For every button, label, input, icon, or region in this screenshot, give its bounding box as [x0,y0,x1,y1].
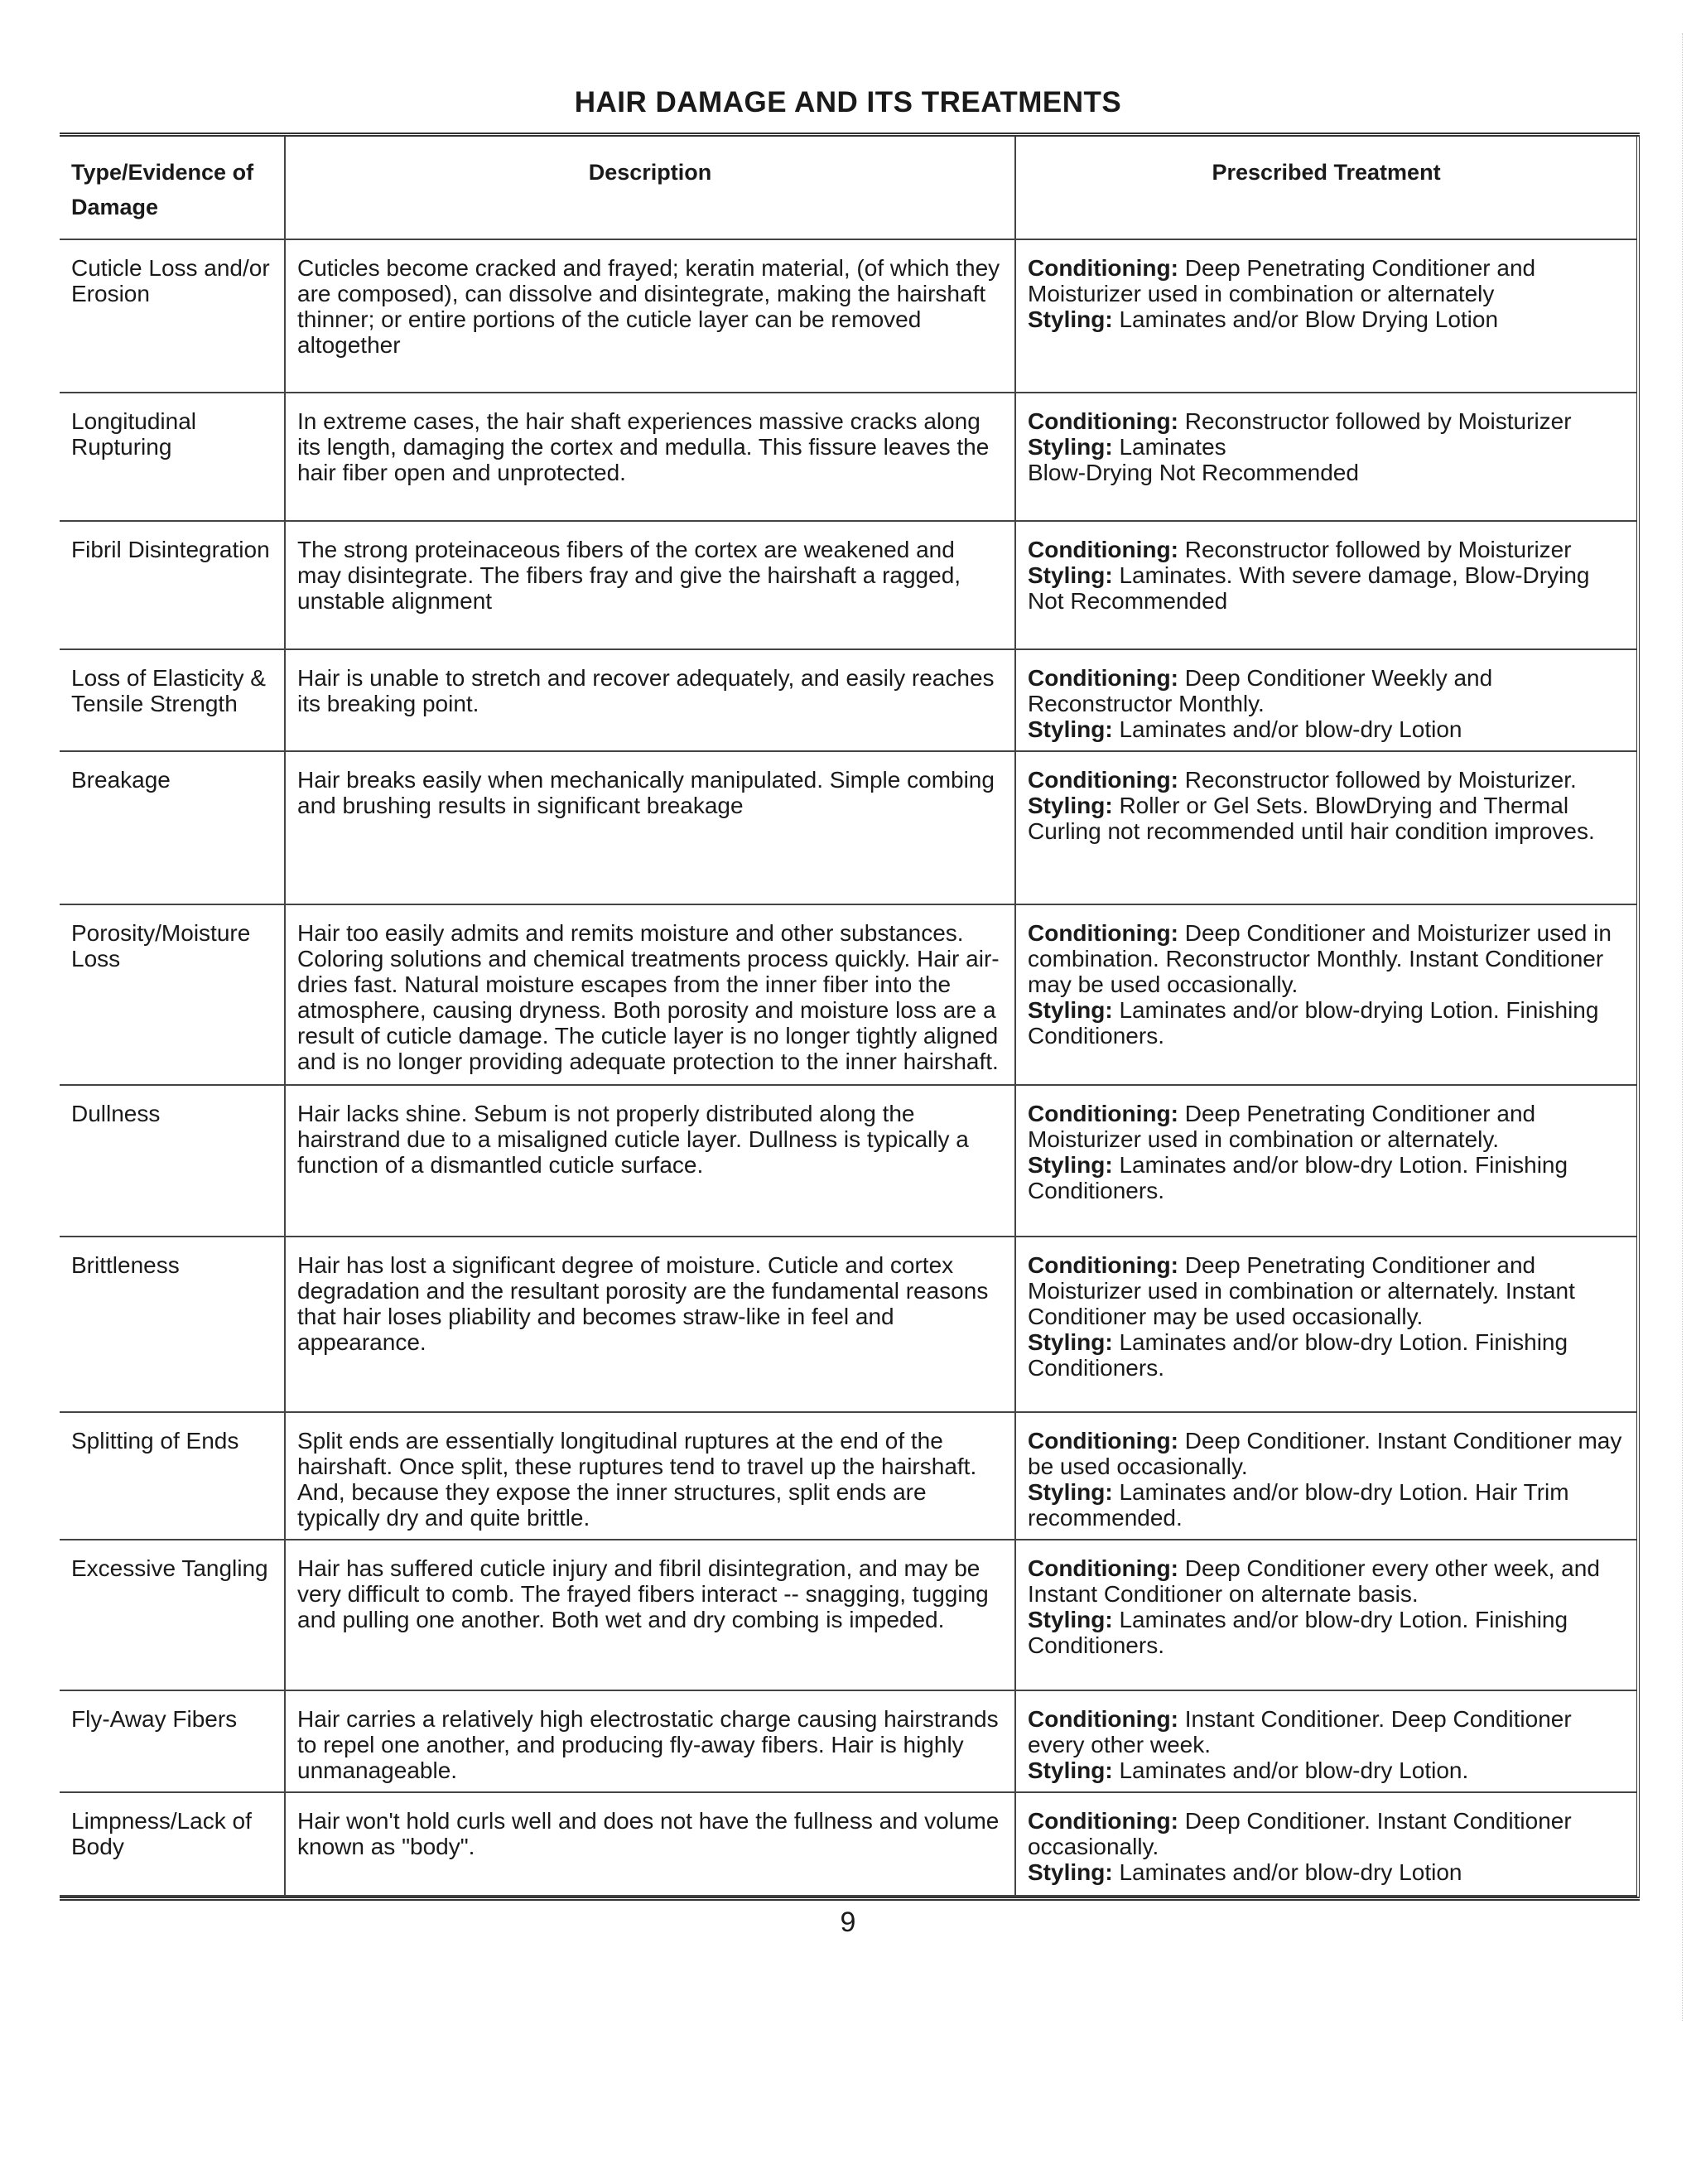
treatment-line [1028,716,1625,742]
damage-type-cell: Longitudinal Rupturing [60,393,285,521]
description-cell: The strong proteinaceous fibers of the cortex are weakened and may disintegrate. The fibers fray and give the hairshaft a ragged, unstable alignment [285,521,1015,649]
treatment-text: Instant Conditioner. Deep Conditioner every other week. [1028,1706,1572,1757]
description-cell: Cuticles become cracked and frayed; keratin material, (of which they are composed), can dissolve and disintegrate, making the hairshaft thinner; or entire portions of the cuticle layer can be removed altogether [285,239,1015,393]
treatment-cell [1015,1412,1638,1540]
treatment-label: Styling: [1028,997,1113,1023]
table-body [60,239,1638,1896]
table-row [60,1085,1638,1237]
treatment-cell [1015,1792,1638,1896]
scan-margin-marks [1677,33,1683,2021]
treatment-cell [1015,239,1638,393]
damage-type-cell: Cuticle Loss and/or Erosion [60,239,285,393]
table-row [60,904,1638,1085]
treatment-text: Laminates and/or blow-dry Lotion. Finishing Conditioners. [1028,1607,1568,1658]
treatment-label: Styling: [1028,1859,1113,1885]
treatment-label: Conditioning: [1028,767,1178,793]
description-cell: Hair too easily admits and remits moisture and other substances. Coloring solutions and chemical treatments process quickly. Hair air-dries fast. Natural moisture escapes from the inner fiber into the atmosphere, causing dryness. Both porosity and moisture loss are a result of cuticle damage. The cuticle layer is no longer tightly aligned and is no longer providing adequate protection to the inner hairshaft. [285,904,1015,1085]
treatment-label: Conditioning: [1028,255,1178,281]
damage-type-cell: Breakage [60,751,285,904]
treatment-cell [1015,751,1638,904]
treatment-label: Conditioning: [1028,1808,1178,1834]
treatment-line [1028,793,1625,844]
table-row [60,751,1638,904]
treatment-line [1028,434,1625,460]
damage-type-cell: Loss of Elasticity & Tensile Strength [60,649,285,751]
treatment-line [1028,1428,1625,1479]
treatment-cell [1015,393,1638,521]
treatment-cell [1015,1085,1638,1237]
table-row [60,393,1638,521]
description-cell: Hair won't hold curls well and does not have the fullness and volume known as "body". [285,1792,1015,1896]
treatment-line [1028,997,1625,1049]
treatment-line [1028,1607,1625,1658]
damage-type-cell: Brittleness [60,1237,285,1412]
description-cell: Hair carries a relatively high electrostatic charge causing hairstrands to repel one another, and producing fly-away fibers. Hair is highly unmanageable. [285,1690,1015,1792]
treatment-text: Deep Conditioner. Instant Conditioner may be used occasionally. [1028,1428,1622,1479]
treatment-cell [1015,904,1638,1085]
treatment-label: Styling: [1028,1757,1113,1783]
treatment-text: Reconstructor followed by Moisturizer [1178,537,1572,562]
description-cell: Split ends are essentially longitudinal ruptures at the end of the hairshaft. Once split, these ruptures tend to travel up the hairshaft. And, because they expose the inner structures, split ends are typically dry and quite brittle. [285,1412,1015,1540]
treatment-text: Deep Conditioner every other week, and Instant Conditioner on alternate basis. [1028,1555,1600,1607]
description-cell: In extreme cases, the hair shaft experiences massive cracks along its length, damaging the cortex and medulla. This fissure leaves the hair fiber open and unprotected. [285,393,1015,521]
treatment-text: Laminates and/or blow-dry Lotion [1112,716,1462,742]
treatment-label: Styling: [1028,1152,1113,1178]
treatment-line [1028,1252,1625,1329]
treatment-text: Roller or Gel Sets. BlowDrying and Thermal Curling not recommended until hair condition improves. [1028,793,1595,844]
treatment-text: Deep Conditioner. Instant Conditioner occasionally. [1028,1808,1572,1859]
treatment-line [1028,920,1625,997]
table-row [60,1792,1638,1896]
treatment-line [1028,1101,1625,1152]
treatment-label: Styling: [1028,716,1113,742]
treatment-line [1028,255,1625,306]
treatment-label: Styling: [1028,434,1113,460]
treatment-text: Laminates and/or blow-dry Lotion. [1112,1757,1469,1783]
header-description: Description [285,137,1015,239]
treatment-line [1028,1808,1625,1859]
treatment-label: Styling: [1028,306,1113,332]
treatment-text: Reconstructor followed by Moisturizer [1178,408,1572,434]
treatments-table-wrapper [60,133,1640,1901]
header-treatment: Prescribed Treatment [1015,137,1638,239]
treatment-text: Deep Penetrating Conditioner and Moisturizer used in combination or alternately. Instant Conditioner may be used occasionally. [1028,1252,1575,1329]
treatment-text: Deep Conditioner Weekly and Reconstructor Monthly. [1028,665,1493,716]
treatment-label: Conditioning: [1028,920,1178,946]
treatment-label: Conditioning: [1028,408,1178,434]
treatment-text: Laminates [1112,434,1226,460]
treatment-text: Laminates and/or blow-drying Lotion. Finishing Conditioners. [1028,997,1599,1049]
description-cell: Hair has lost a significant degree of moisture. Cuticle and cortex degradation and the resultant porosity are the fundamental reasons that hair loses pliability and becomes straw-like in feel and appearance. [285,1237,1015,1412]
description-cell: Hair has suffered cuticle injury and fibril disintegration, and may be very difficult to comb. The frayed fibers interact -- snagging, tugging and pulling one another. Both wet and dry combing is impeded. [285,1540,1015,1690]
treatment-label: Conditioning: [1028,665,1178,691]
treatment-line [1028,1479,1625,1531]
treatment-text: Deep Conditioner and Moisturizer used in combination. Reconstructor Monthly. Instant Conditioner may be used occasionally. [1028,920,1612,997]
treatment-line [1028,767,1625,793]
treatment-line [1028,1152,1625,1203]
treatment-label: Conditioning: [1028,1101,1178,1126]
treatment-line [1028,1555,1625,1607]
treatment-line [1028,665,1625,716]
treatment-text: Laminates and/or blow-dry Lotion [1112,1859,1462,1885]
table-row [60,1540,1638,1690]
table-row [60,1412,1638,1540]
treatment-text: Deep Penetrating Conditioner and Moisturizer used in combination or alternately [1028,255,1536,306]
treatment-cell [1015,1540,1638,1690]
treatments-table [60,137,1640,1897]
treatment-line [1028,562,1625,614]
page-number: 9 [840,1907,856,1938]
damage-type-cell: Excessive Tangling [60,1540,285,1690]
damage-type-cell: Porosity/Moisture Loss [60,904,285,1085]
treatment-cell [1015,1690,1638,1792]
description-cell: Hair is unable to stretch and recover adequately, and easily reaches its breaking point. [285,649,1015,751]
treatment-label: Styling: [1028,793,1113,818]
treatment-cell [1015,521,1638,649]
treatment-line [1028,1706,1625,1757]
treatment-label: Conditioning: [1028,1706,1178,1732]
treatment-text: Laminates and/or blow-dry Lotion. Finishing Conditioners. [1028,1152,1568,1203]
treatment-line [1028,408,1625,434]
table-row [60,1237,1638,1412]
table-row [60,521,1638,649]
treatment-text: Reconstructor followed by Moisturizer. [1178,767,1577,793]
header-type: Type/Evidence of Damage [60,137,285,239]
treatment-line [1028,460,1625,485]
damage-type-cell: Splitting of Ends [60,1412,285,1540]
table-row [60,1690,1638,1792]
damage-type-cell: Fly-Away Fibers [60,1690,285,1792]
treatment-line [1028,537,1625,562]
table-row [60,239,1638,393]
damage-type-cell: Fibril Disintegration [60,521,285,649]
treatment-text: Laminates and/or blow-dry Lotion. Hair Trim recommended. [1028,1479,1569,1531]
treatment-label: Styling: [1028,1479,1113,1505]
treatment-text: Blow-Drying Not Recommended [1028,460,1359,485]
description-cell: Hair breaks easily when mechanically manipulated. Simple combing and brushing results in significant breakage [285,751,1015,904]
treatment-label: Conditioning: [1028,537,1178,562]
treatment-text: Laminates. With severe damage, Blow-Drying Not Recommended [1028,562,1590,614]
treatment-line [1028,1757,1625,1783]
page-title: HAIR DAMAGE AND ITS TREATMENTS [574,86,1122,118]
treatment-label: Styling: [1028,1607,1113,1632]
treatment-line [1028,1859,1625,1885]
treatment-label: Styling: [1028,562,1113,588]
table-header-row [60,137,1638,239]
treatment-label: Conditioning: [1028,1428,1178,1454]
treatment-cell [1015,649,1638,751]
treatment-label: Conditioning: [1028,1252,1178,1278]
treatment-text: Deep Penetrating Conditioner and Moisturizer used in combination or alternately. [1028,1101,1536,1152]
treatment-line [1028,306,1625,332]
damage-type-cell: Limpness/Lack of Body [60,1792,285,1896]
treatment-cell [1015,1237,1638,1412]
treatment-text: Laminates and/or blow-dry Lotion. Finishing Conditioners. [1028,1329,1568,1381]
treatment-text: Laminates and/or Blow Drying Lotion [1112,306,1499,332]
description-cell: Hair lacks shine. Sebum is not properly distributed along the hairstrand due to a misaligned cuticle layer. Dullness is typically a function of a dismantled cuticle surface. [285,1085,1015,1237]
damage-type-cell: Dullness [60,1085,285,1237]
treatment-label: Styling: [1028,1329,1113,1355]
table-row [60,649,1638,751]
treatment-line [1028,1329,1625,1381]
treatment-label: Conditioning: [1028,1555,1178,1581]
